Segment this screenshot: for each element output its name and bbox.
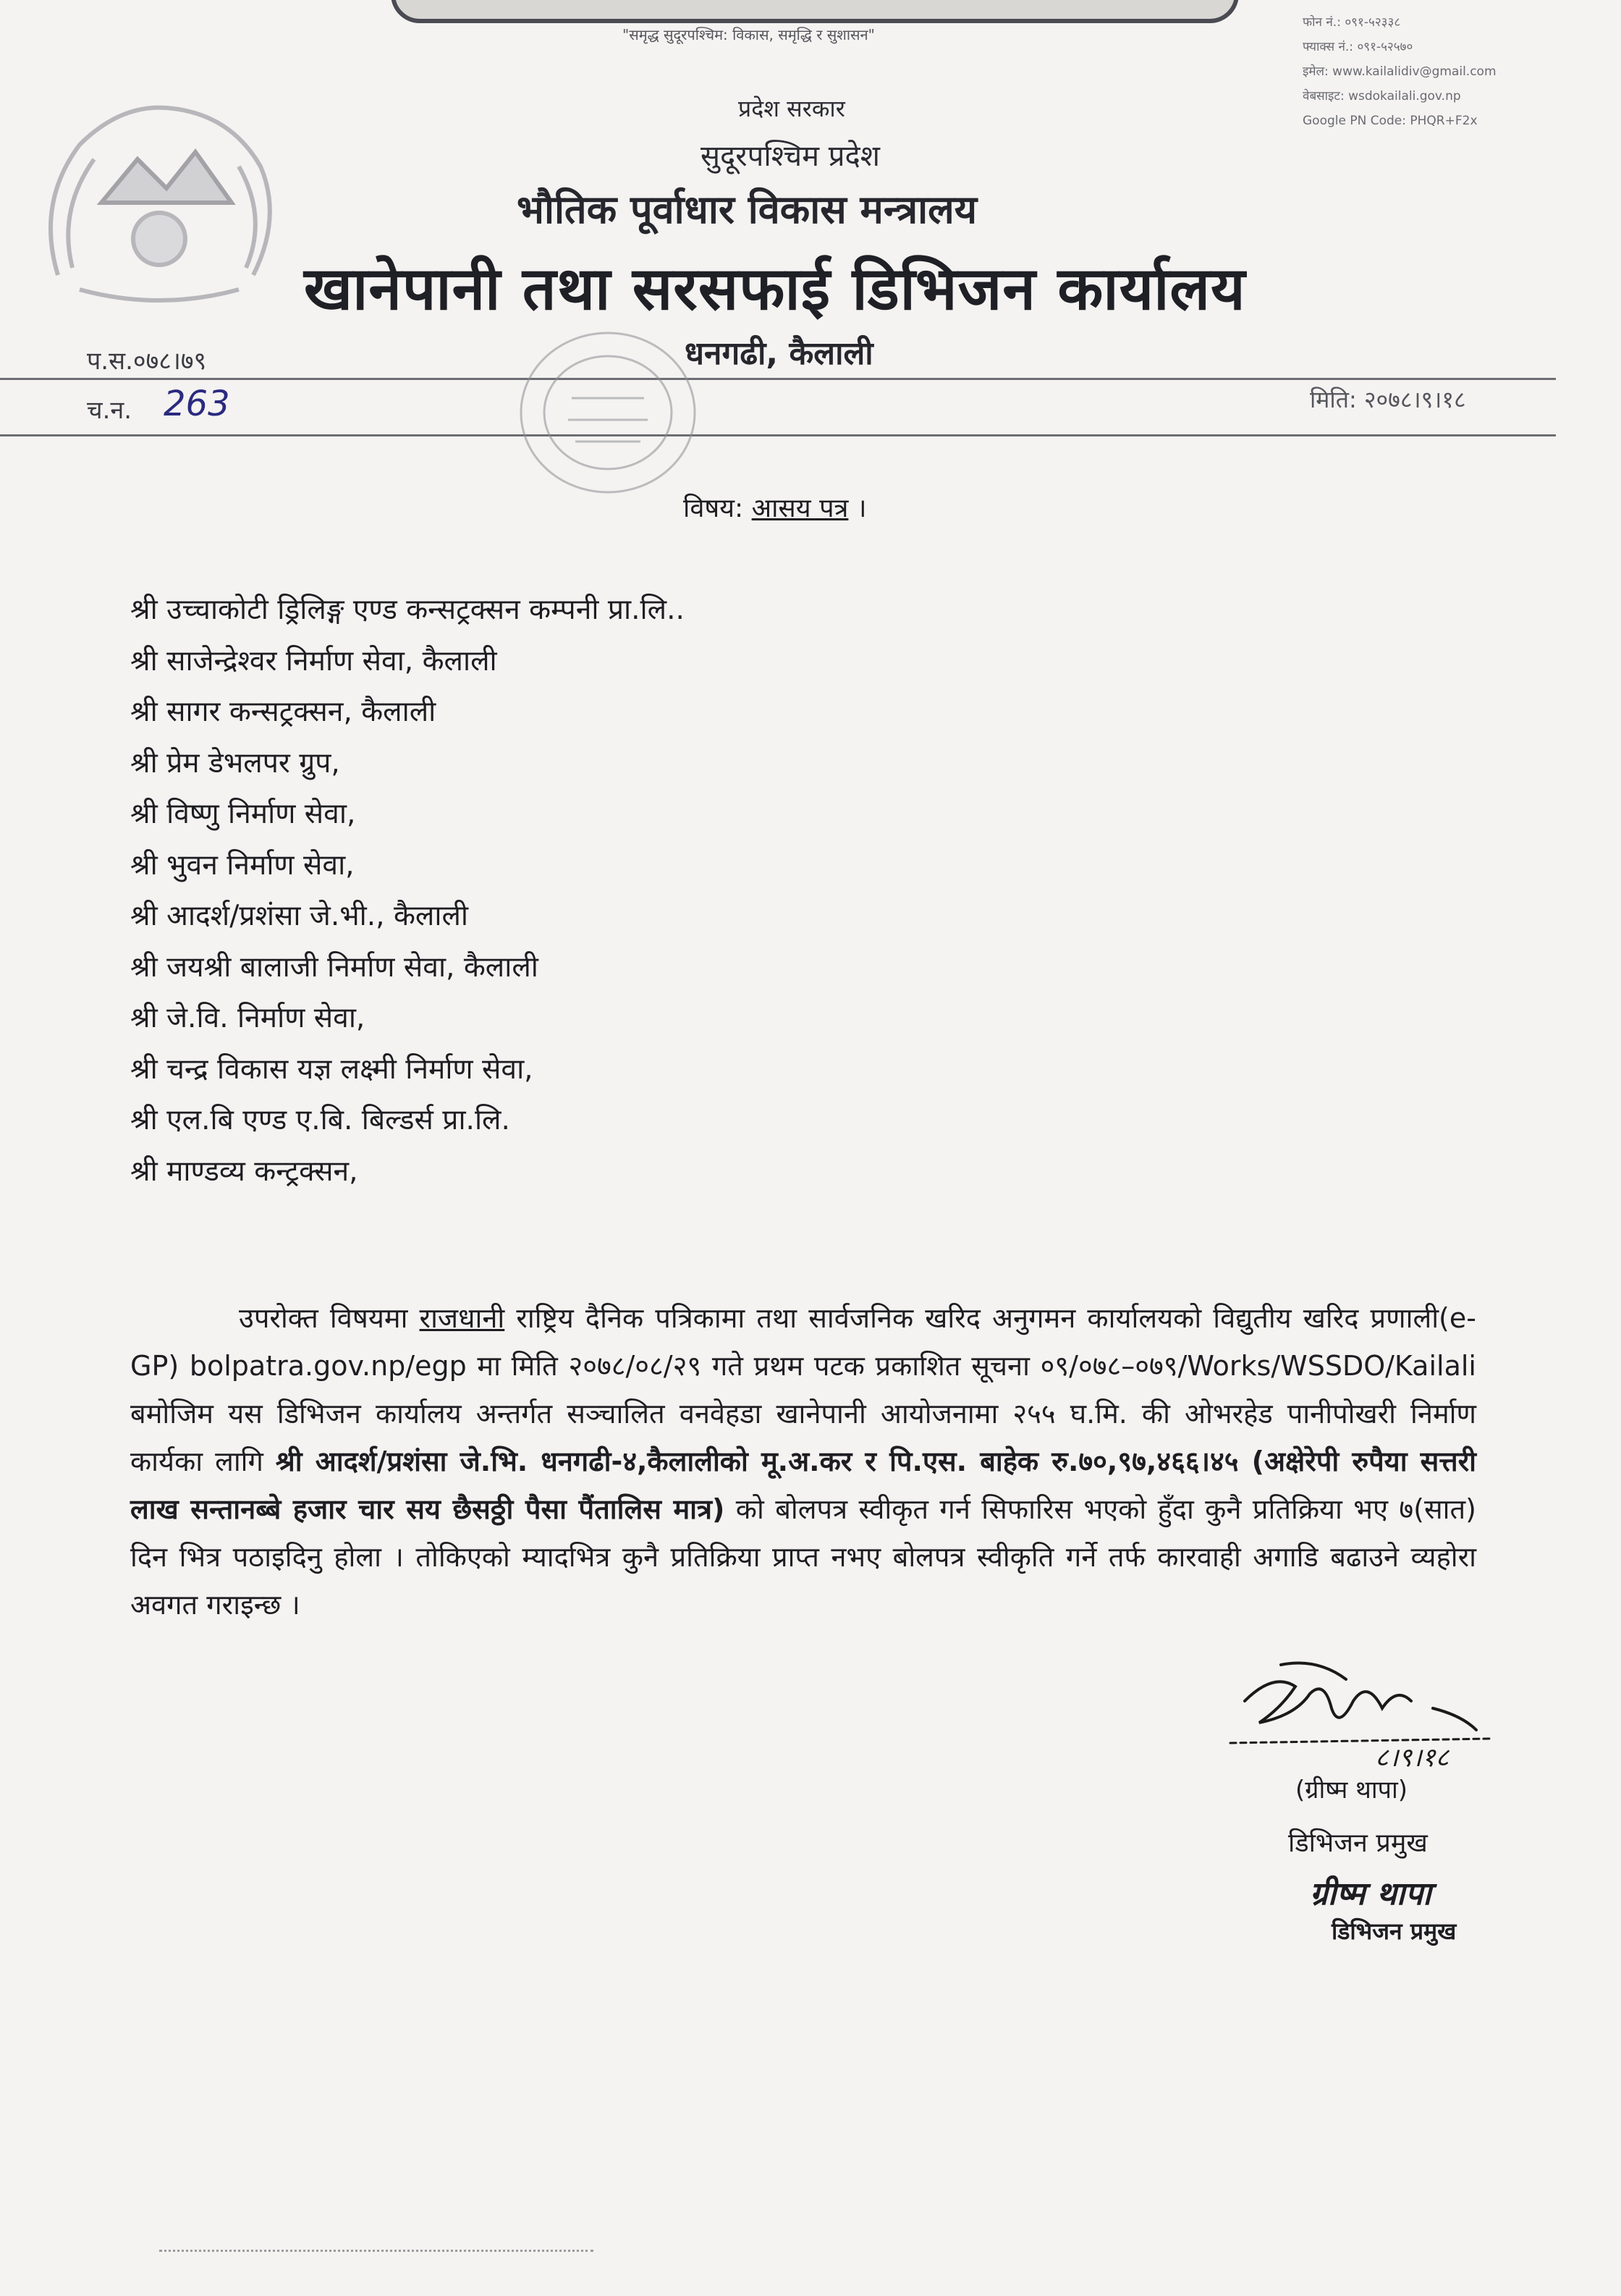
signature-initial-date: ८।९।१८ <box>1375 1743 1449 1773</box>
contact-details <box>1303 10 1497 133</box>
office-motto: "समृद्ध सुदूरपश्चिम: विकास, समृद्धि र सुशासन" <box>622 26 875 43</box>
recipient-item: श्री सागर कन्सट्रक्सन, कैलाली <box>130 696 436 728</box>
name-stamp: ग्रीष्म थापा <box>1310 1875 1431 1912</box>
recipient-item: श्री आदर्श/प्रशंसा जे.भी., कैलाली <box>130 900 468 932</box>
recipient-item: श्री जयश्री बालाजी निर्माण सेवा, कैलाली <box>130 950 538 984</box>
recipient-item: श्री भुवन निर्माण सेवा, <box>130 848 355 882</box>
recipient-item: श्री उच्चाकोटी ड्रिलिङ्ग एण्ड कन्सट्रक्सन कम्पनी प्रा.लि.. <box>130 594 685 626</box>
handwritten-signature <box>1216 1658 1505 1781</box>
body-part-3: को बोलपत्र स्वीकृत गर्न सिफारिस भएको हुँदा कुनै प्रतिक्रिया भए ७(सात) दिन भित्र पठाइदिनु होला । तोकिएको म्यादभित्र कुनै प्रतिक्रिया प्राप्त नभए बोलपत्र स्वीकृति गर्ने तर्फ कारवाही अगाडि बढाउने व्यहोरा अवगत गराइन्छ । <box>130 1493 1477 1621</box>
newspaper-name: राजधानी <box>419 1302 505 1334</box>
subject-end: । <box>856 494 867 523</box>
contact-website: वेबसाइट: wsdokailali.gov.np <box>1303 89 1461 104</box>
recipient-item: श्री एल.बि एण्ड ए.बि. बिल्डर्स प्रा.लि. <box>130 1104 510 1136</box>
government-line: प्रदेश सरकार <box>738 95 845 122</box>
contact-fax: फ्याक्स नं.: ०९१-५२५७० <box>1303 40 1413 54</box>
recipient-item: श्री प्रेम डेभलपर ग्रुप, <box>130 746 340 780</box>
letter-date: मिति: २०७८।९।१८ <box>1310 386 1466 413</box>
body-part-1: उपरोक्त विषयमा <box>239 1302 420 1334</box>
header-tab-shape <box>391 0 1239 23</box>
signatory-title: डिभिजन प्रमुख <box>1288 1828 1428 1858</box>
subject-label: विषय: <box>683 494 744 523</box>
recipient-item: श्री विष्णु निर्माण सेवा, <box>130 798 356 830</box>
footer-divider <box>159 2250 593 2254</box>
office-location: धनगढी, कैलाली <box>685 335 873 372</box>
header-rule-top <box>0 378 1556 380</box>
signatory-name: (ग्रीष्म थापा) <box>1295 1776 1408 1805</box>
recipient-item: श्री साजेन्द्रेश्वर निर्माण सेवा, कैलाली <box>130 644 497 678</box>
letter-body <box>130 1294 1476 1629</box>
recipient-item: श्री जे.वि. निर्माण सेवा, <box>130 1002 365 1034</box>
header-rule-bottom <box>0 434 1556 436</box>
office-name: खानेपानी तथा सरसफाई डिभिजन कार्यालय <box>304 255 1246 324</box>
recipient-item: श्री चन्द्र विकास यज्ञ लक्ष्मी निर्माण सेवा, <box>130 1052 533 1086</box>
subject-value: आसय पत्र <box>751 494 849 523</box>
recipients-list <box>130 585 685 1197</box>
recipient-item: श्री माण्डव्य कन्ट्रक्सन, <box>130 1155 358 1188</box>
dispatch-number: 263 <box>164 384 230 424</box>
title-stamp: डिभिजन प्रमुख <box>1332 1917 1457 1945</box>
ministry-name: भौतिक पूर्वाधार विकास मन्त्रालय <box>517 187 978 232</box>
body-part-2: राष्ट्रिय दैनिक पत्रिकामा तथा सार्वजनिक खरिद अनुगमन कार्यालयको विद्युतीय खरिद प्रणाली(e-GP) bolpatra.gov.np/egp मा मिति २०७८/०८/२९ गते प्रथम पटक प्रकाशित सूचना ०९/०७८–०७९/Works/WSSDO/Kailali बमोजिम यस डिभिजन कार्यालय अन्तर्गत सञ्चालित वनवेहडा खानेपानी आयोजनामा २५५ घ.मि. की ओभरहेड पानीपोखरी निर्माण कार्यका लागि <box>130 1302 1476 1477</box>
contact-phone: फोन नं.: ०९१-५२३३८ <box>1303 15 1401 30</box>
province-line: सुदूरपश्चिम प्रदेश <box>701 140 880 173</box>
subject-line <box>683 489 867 525</box>
contact-email: इमेल: www.kailalidiv@gmail.com <box>1303 64 1497 79</box>
office-seal-stamp <box>507 318 709 507</box>
nepal-emblem-icon <box>14 58 304 318</box>
selected-bidder: श्री आदर्श/प्रशंसा जे.भि. धनगढी-४,कैलालीको मू.अ.कर र पि.एस. बाहेक रु.७०,९७,४६६।४५ (अक्षेरेपी रुपैया सत्तरी लाख सन्तानब्बे हजार चार सय छैसठ्ठी पैसा पैंतालिस मात्र) <box>130 1445 1477 1525</box>
dispatch-label: च.न. <box>87 396 132 425</box>
fiscal-year-reference: प.स.०७८।७९ <box>87 347 207 376</box>
contact-map-code: Google PN Code: PHQR+F2x <box>1303 114 1478 128</box>
